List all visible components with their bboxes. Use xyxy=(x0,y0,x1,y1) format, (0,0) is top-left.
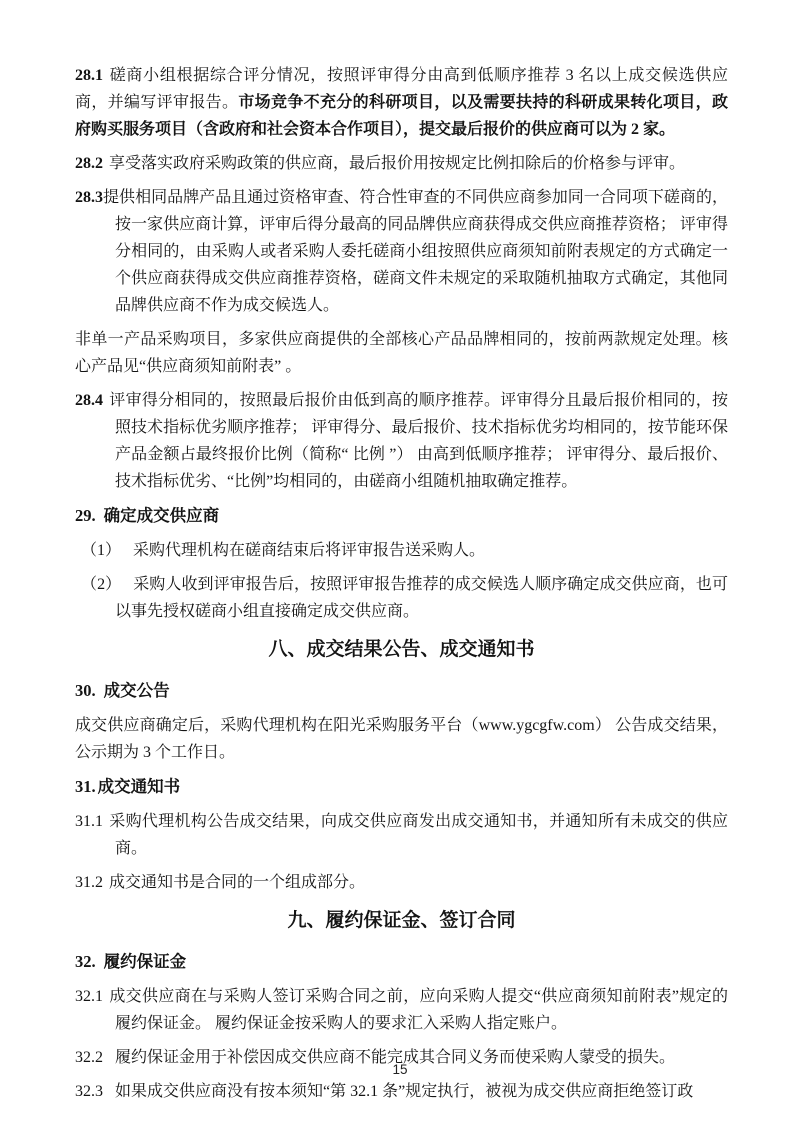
clause-number: 28.4 xyxy=(75,392,103,409)
clause-text: 采购代理机构公告成交结果，向成交供应商发出成交通知书，并通知所有未成交的供应商。 xyxy=(109,813,728,857)
list-text: 采购代理机构在磋商结束后将评审报告送采购人。 xyxy=(133,542,486,559)
clause-31-1 xyxy=(75,808,728,862)
clause-number: 31.1 xyxy=(75,813,103,830)
clause-28-1 xyxy=(75,62,728,143)
clause-text: 提供相同品牌产品且通过资格审查、符合性审查的不同供应商参加同一合同项下磋商的，按一家供应商计算，评审后得分最高的同品牌供应商获得成交供应商推荐资格； 评审得分相同的，由采购人或者采购人委托磋商小组按照供应商须知前附表规定的方式确定一个供应商获得成交供应商推荐资格，磋商文件未规定的采取随机抽取方式确定，其他同品牌供应商不作为成交候选人。 xyxy=(103,189,728,314)
clause-text: 如果成交供应商没有按本须知“第 32.1 条”规定执行，被视为成交供应商拒绝签订政 xyxy=(115,1083,694,1100)
section-title: 成交通知书 xyxy=(97,777,181,796)
chapter-heading-8 xyxy=(75,635,728,665)
chapter-heading-9 xyxy=(75,906,728,936)
clause-30 xyxy=(75,712,728,766)
section-title: 成交公告 xyxy=(103,681,170,700)
clause-text: 履约保证金用于补偿因成交供应商不能完成其合同义务而使采购人蒙受的损失。 xyxy=(115,1049,676,1066)
clause-number: 32.3 xyxy=(75,1083,103,1100)
clause-text: 成交供应商确定后，采购代理机构在阳光采购服务平台（www.ygcgfw.com） 公告成交结果，公示期为 3 个工作日。 xyxy=(75,717,728,761)
clause-number: 28.2 xyxy=(75,155,103,172)
section-title: 确定成交供应商 xyxy=(103,506,220,525)
section-number: 29. xyxy=(75,506,96,525)
clause-number: 28.3 xyxy=(75,189,103,206)
clause-text: 享受落实政府采购政策的供应商，最后报价用按规定比例扣除后的价格参与评审。 xyxy=(109,155,686,172)
page-number: 15 xyxy=(392,1062,408,1077)
section-number: 32. xyxy=(75,952,96,971)
list-item-2 xyxy=(75,571,728,625)
clause-text: 成交通知书是合同的一个组成部分。 xyxy=(109,874,366,891)
clause-number: 28.1 xyxy=(75,67,103,84)
section-heading-31 xyxy=(75,773,728,800)
clause-number: 32.2 xyxy=(75,1049,103,1066)
section-heading-30 xyxy=(75,677,728,704)
section-heading-29 xyxy=(75,502,728,529)
clause-28-3-continued xyxy=(75,326,728,380)
chapter-title: 九、履约保证金、签订合同 xyxy=(287,910,516,931)
clause-text: 成交供应商在与采购人签订采购合同之前，应向采购人提交“供应商须知前附表”规定的履约保证金。 履约保证金按采购人的要求汇入采购人指定账户。 xyxy=(109,988,728,1032)
clause-32-1 xyxy=(75,983,728,1037)
clause-32-3 xyxy=(75,1078,728,1105)
clause-31-2 xyxy=(75,869,728,896)
list-number: （1） xyxy=(81,542,122,559)
clause-28-3 xyxy=(75,184,728,319)
clause-text: 磋商小组根据综合评分情况，按照评审得分由高到低顺序推荐 3 名以上成交候选供应商，并编写评审报告。 xyxy=(75,67,728,111)
chapter-title: 八、成交结果公告、成交通知书 xyxy=(268,639,535,660)
section-number: 30. xyxy=(75,681,96,700)
clause-text-emphasis: 市场竞争不充分的科研项目，以及需要扶持的科研成果转化项目，政府购买服务项目（含政府和社会资本合作项目），提交最后报价的供应商可以为 2 家。 xyxy=(75,94,728,138)
section-title: 履约保证金 xyxy=(103,952,187,971)
clause-number: 32.1 xyxy=(75,988,103,1005)
list-text: 采购人收到评审报告后，按照评审报告推荐的成交候选人顺序确定成交供应商，也可以事先授权磋商小组直接确定成交供应商。 xyxy=(115,576,728,620)
clause-text: 非单一产品采购项目，多家供应商提供的全部核心产品品牌相同的，按前两款规定处理。核心产品见“供应商须知前附表” 。 xyxy=(75,331,728,375)
clause-28-4 xyxy=(75,387,728,495)
section-number: 31. xyxy=(75,777,96,796)
list-item-1 xyxy=(75,537,728,564)
section-heading-32 xyxy=(75,948,728,975)
list-number: （2） xyxy=(81,576,122,593)
clause-number: 31.2 xyxy=(75,874,103,891)
clause-28-2 xyxy=(75,150,728,177)
clause-text: 评审得分相同的，按照最后报价由低到高的顺序推荐。评审得分且最后报价相同的，按照技术指标优劣顺序推荐； 评审得分、最后报价、技术指标优劣均相同的，按节能环保产品金额占最终报价比例（简称“ 比例 ”） 由高到低顺序推荐； 评审得分、最后报价、技术指标优劣、“比例”均相同的，由磋商小组随机抽取确定推荐。 xyxy=(109,392,728,490)
